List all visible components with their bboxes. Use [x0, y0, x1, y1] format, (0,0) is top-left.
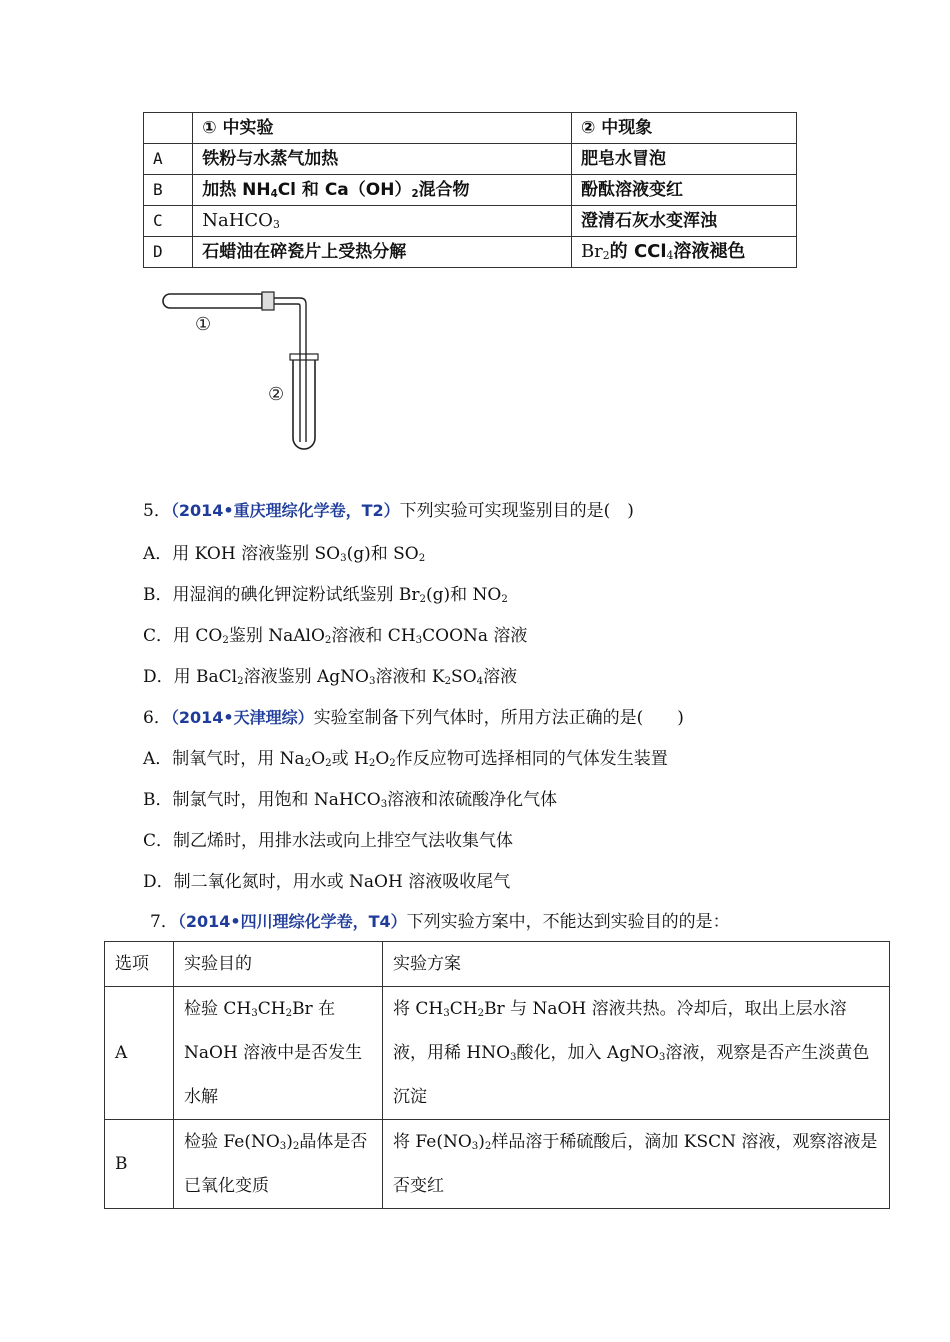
experiment-cell: 石蜡油在碎瓷片上受热分解 [193, 237, 572, 268]
experiment-cell: 铁粉与水蒸气加热 [193, 144, 572, 175]
text: 或 H [331, 749, 369, 769]
text: CH [449, 999, 478, 1019]
option-d [143, 662, 517, 687]
subscript: 3 [279, 1141, 287, 1152]
option-b [143, 580, 508, 605]
text: B．制氯气时，用饱和 NaHCO [143, 790, 381, 810]
subscript: 2 [411, 189, 419, 200]
option-b [143, 785, 557, 810]
question-text: 下列实验方案中，不能达到实验目的的是： [406, 912, 730, 932]
plan-cell [383, 1120, 890, 1209]
text: 晶体是否已氧化变质 [184, 1132, 368, 1196]
text: 作反应物可选择相同的气体发生装置 [395, 749, 668, 769]
subscript: 3 [340, 553, 347, 564]
question-source: （2014•四川理综化学卷，T4） [177, 912, 407, 931]
subscript: 3 [272, 218, 280, 231]
question-6-stem [143, 703, 684, 728]
text: ) [286, 1132, 293, 1152]
text: COONa 溶液 [422, 626, 528, 646]
row-key: B [105, 1120, 174, 1209]
subscript: 2 [237, 676, 244, 687]
table-cell [144, 113, 193, 144]
text: CH [257, 999, 286, 1019]
text: Br [580, 241, 603, 262]
subscript: 4 [270, 189, 278, 200]
text: 溶液鉴别 AgNO [243, 667, 369, 687]
text: A．制氧气时，用 Na [143, 749, 305, 769]
stopper [262, 292, 274, 310]
phenomenon-cell: 肥皂水冒泡 [571, 144, 796, 175]
text: 酸化，加入 AgNO [516, 1043, 659, 1063]
text: B．用湿润的碘化钾淀粉试纸鉴别 Br [143, 585, 420, 605]
table-row [144, 144, 797, 175]
question-number: 7． [150, 912, 178, 932]
text: 溶液 [483, 667, 518, 687]
question-source: （2014•重庆理综化学卷，T2） [170, 501, 400, 520]
subscript: 2 [292, 1141, 300, 1152]
option-c [143, 621, 527, 646]
subscript: 2 [419, 594, 426, 605]
header-plan: 实验方案 [383, 942, 890, 987]
subscript: 3 [658, 1052, 666, 1063]
text: 样品溶于稀硫酸后，滴加 KSCN 溶液，观察溶液是否变红 [393, 1132, 878, 1196]
text: 溶液和 K [375, 667, 445, 687]
text: NaHCO [202, 210, 273, 231]
text: SO [451, 667, 477, 687]
subscript: 2 [389, 758, 396, 769]
subscript: 3 [471, 1141, 479, 1152]
tube-rim [290, 354, 318, 360]
table-header-experiment: ① 中实验 [193, 113, 572, 144]
table-row [144, 237, 797, 268]
text: ) [478, 1132, 485, 1152]
goal-cell [174, 1120, 383, 1209]
subscript: 2 [368, 758, 376, 769]
text: (g)和 NO [426, 585, 502, 605]
question-7-stem [150, 907, 730, 932]
table-header-phenomenon: ② 中现象 [571, 113, 796, 144]
row-key: A [144, 144, 193, 175]
goal-cell [174, 987, 383, 1120]
table-row [144, 206, 797, 237]
text: 溶液和浓硫酸净化气体 [387, 790, 558, 810]
phenomenon-cell: 酚酞溶液变红 [571, 175, 796, 206]
table-header-row [105, 942, 890, 987]
subscript: 2 [444, 676, 452, 687]
subscript: 2 [477, 1008, 485, 1019]
plan-cell [383, 987, 890, 1120]
text: 检验 CH [184, 999, 252, 1019]
subscript: 2 [501, 594, 508, 605]
subscript: 3 [251, 1008, 258, 1019]
table-header-row [144, 113, 797, 144]
text: (g)和 SO [346, 544, 419, 564]
text: 混合物 [418, 180, 470, 200]
row-key: A [105, 987, 174, 1120]
subscript: 4 [666, 249, 674, 262]
subscript: 3 [510, 1052, 517, 1063]
text: 将 CH [393, 999, 444, 1019]
row-key: C [144, 206, 193, 237]
experiment-table-2 [104, 941, 890, 1209]
experiment-cell [193, 175, 572, 206]
subscript: 2 [418, 553, 426, 564]
text: D．用 BaCl [143, 667, 238, 687]
subscript: 2 [222, 635, 229, 646]
phenomenon-cell: 澄清石灰水变浑浊 [571, 206, 796, 237]
label-1: ① [195, 314, 212, 335]
subscript: 2 [325, 758, 332, 769]
text: 加热 NH [202, 180, 271, 200]
subscript: 2 [484, 1141, 492, 1152]
test-tube-2 [293, 360, 315, 449]
text: C．用 CO [143, 626, 223, 646]
subscript: 2 [602, 249, 610, 262]
question-text: 实验室制备下列气体时，所用方法正确的是( ) [313, 708, 684, 728]
subscript: 3 [443, 1008, 450, 1019]
delivery-tube [274, 298, 306, 442]
table-row [105, 1120, 890, 1209]
row-key: D [144, 237, 193, 268]
question-source: （2014•天津理综） [170, 708, 314, 727]
text: 溶液褪色 [673, 241, 746, 262]
question-number: 6． [143, 708, 171, 728]
subscript: 3 [368, 676, 376, 687]
text: 的 CCl [609, 241, 667, 262]
option-a [143, 744, 668, 769]
text: 检验 Fe(NO [184, 1132, 280, 1152]
option-d: D．制二氧化氮时，用水或 NaOH 溶液吸收尾气 [143, 872, 511, 892]
subscript: 3 [380, 799, 388, 810]
subscript: 4 [476, 676, 484, 687]
delivery-tube-inner [274, 304, 300, 442]
text: 溶液，观察是否产生淡黄色沉淀 [393, 1043, 870, 1107]
text: 溶液和 CH [331, 626, 416, 646]
subscript: 2 [324, 635, 332, 646]
question-number: 5． [143, 501, 171, 521]
apparatus-figure [150, 282, 330, 457]
text: 将 Fe(NO [393, 1132, 472, 1152]
header-option: 选项 [105, 942, 174, 987]
question-text: 下列实验可实现鉴别目的是( ) [399, 501, 634, 521]
experiment-cell [193, 206, 572, 237]
subscript: 2 [285, 1008, 293, 1019]
option-c: C．制乙烯时，用排水法或向上排空气法收集气体 [143, 831, 514, 851]
text: 鉴别 NaAlO [228, 626, 325, 646]
text: Cl 和 Ca（OH） [277, 180, 412, 200]
table-row [105, 987, 890, 1120]
header-goal: 实验目的 [174, 942, 383, 987]
option-a [143, 539, 425, 564]
text: Br 在 NaOH 溶液中是否发生水解 [184, 999, 363, 1107]
subscript: 3 [415, 635, 423, 646]
experiment-table-1 [143, 112, 797, 268]
subscript: 2 [304, 758, 312, 769]
text: O [375, 749, 390, 769]
row-key: B [144, 175, 193, 206]
text: A．用 KOH 溶液鉴别 SO [143, 544, 341, 564]
phenomenon-cell [571, 237, 796, 268]
label-2: ② [268, 384, 285, 405]
text: O [311, 749, 326, 769]
table-row [144, 175, 797, 206]
text: Br 与 NaOH 溶液共热。冷却后，取出上层水溶液，用稀 HNO [393, 999, 847, 1063]
question-5-stem [143, 496, 634, 521]
test-tube-1 [163, 294, 262, 308]
